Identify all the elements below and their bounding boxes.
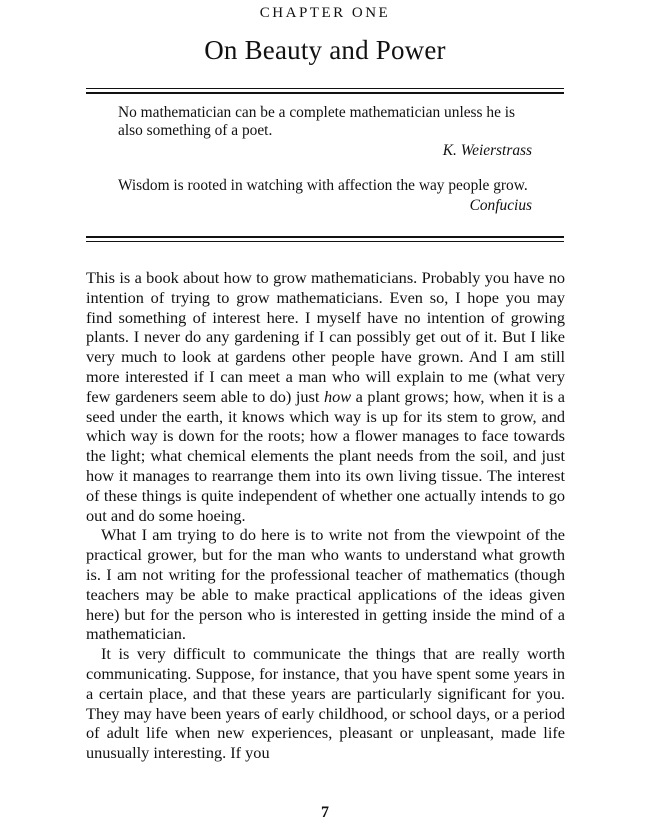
paragraph-text: This is a book about how to grow mathematicians. Probably you have no intention of trying to grow mathematicians. Even so, I hope you may find something of interest here. I myself have no intention of growing plants. I never do any gardening if I can possibly get out of it. But I like very much to look at gardens other people have grown. And I am still more interested if I can meet a man who will explain to me (what very few gardeners seem able to do) just [86, 268, 565, 406]
chapter-body [86, 268, 565, 763]
paragraph-text: a plant grows; how, when it is a seed under the earth, it knows which way is up for its stem to grow, and which way is down for the roots; how a flower manages to face towards the light; what chemical elements the plant needs from the soil, and just how it manages to rearrange them into its own living tissue. The interest of these things is quite independent of whether one actually intends to go out and do some hoeing. [86, 386, 565, 525]
epigraph-bottom-rule-thin [86, 241, 564, 242]
body-paragraph: What I am trying to do here is to write not from the viewpoint of the practical grower, but for the man who wants to understand what growth is. I am not writing for the professional teacher of mathematics (though teachers may be able to make practical applications of the ideas given here) but for the person who is interested in getting inside the mind of a mathematician. [86, 525, 565, 644]
epigraph-top-rule-thin [86, 88, 564, 89]
epigraph-author: K. Weierstrass [442, 142, 532, 159]
epigraph [118, 104, 532, 160]
epigraph-bottom-rule-thick [86, 236, 564, 238]
emphasized-word: how [323, 386, 352, 406]
epigraph-author: Confucius [469, 197, 532, 214]
epigraph-quote: No mathematician can be a complete mathematician unless he is also something of a poet. [118, 104, 516, 139]
body-paragraph: It is very difficult to communicate the things that are really worth communicating. Suppose, for instance, that you have spent some years in a certain place, and that these years are particularly significant for you. They may have been years of early childhood, or school days, or a period of adult life when new experiences, pleasant or unpleasant, made life unusually interesting. If you [86, 644, 565, 763]
epigraph-top-rule-thick [86, 92, 564, 94]
epigraph [118, 177, 532, 215]
epigraph-quote: Wisdom is rooted in watching with affection the way people grow. [118, 177, 528, 194]
chapter-title: On Beauty and Power [204, 35, 446, 65]
page-number: 7 [321, 804, 329, 821]
epigraph-block [118, 104, 532, 215]
body-paragraph [86, 268, 565, 525]
chapter-label: CHAPTER ONE [259, 5, 391, 21]
